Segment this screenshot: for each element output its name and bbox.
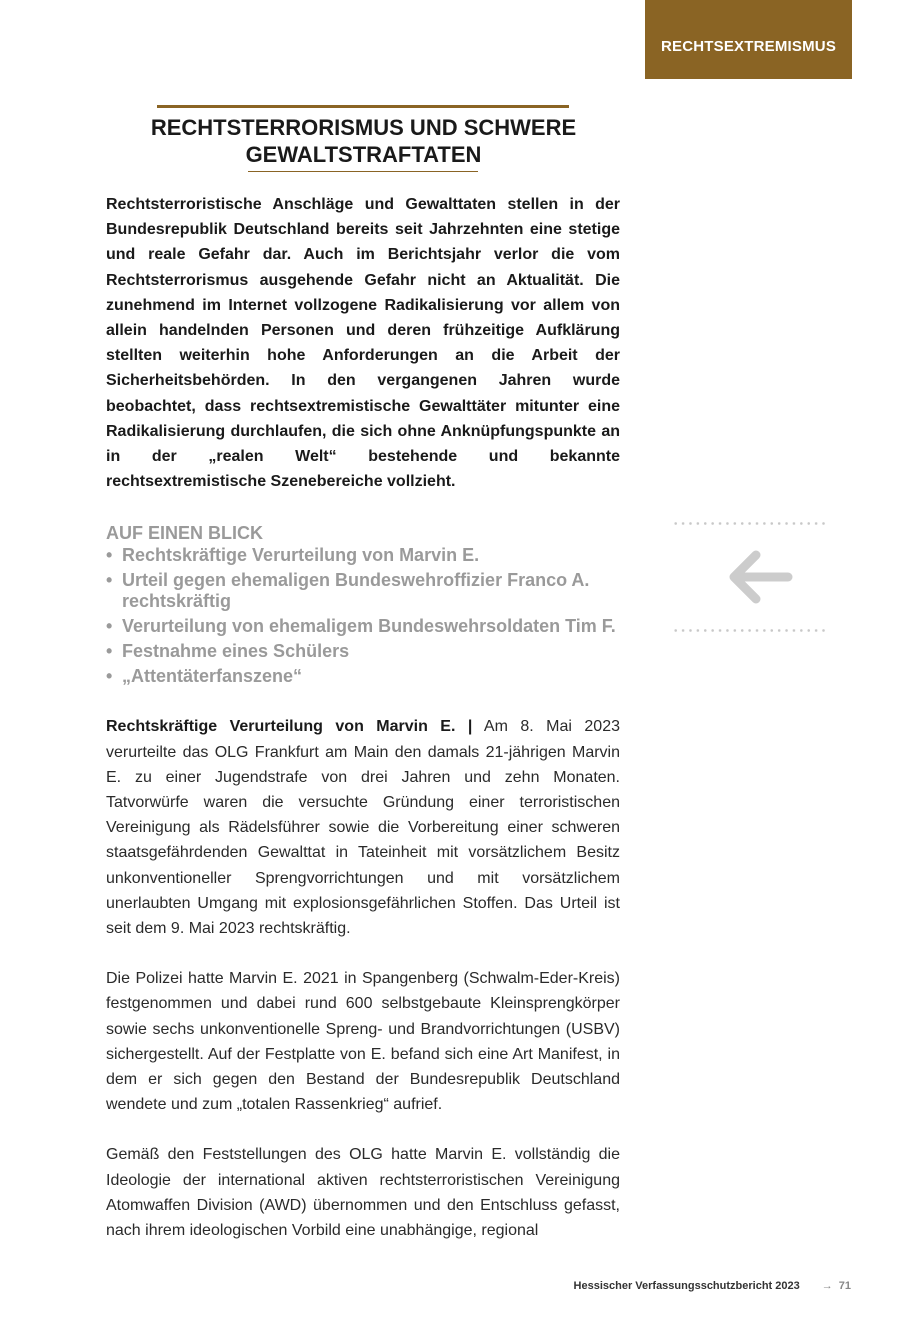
arrow-left-icon [726, 549, 796, 605]
at-a-glance-heading: AUF EINEN BLICK [106, 523, 263, 544]
list-item: • Rechtskräftige Verurteilung von Marvin E. [106, 545, 620, 566]
at-a-glance-box [106, 521, 620, 686]
paragraph-text: Am 8. Mai 2023 verurteilte das OLG Frankfurt am Main den damals 21-jährigen Marvin E. zu einer Jugendstrafe von drei Jahren und zehn Monaten. Tatvorwürfe waren die versuchte Gründung einer terroristischen Vereinigung als Rädelsführer sowie die Vorbereitung einer schweren staatsgefährdenden Gewalttat in Tateinheit mit vorsätzlichem Besitz unkonventioneller Sprengvorrichtungen und mit vorsätzlichem unerlaubten Umgang mit explosionsgefährlichen Stoffen. Das Urteil ist seit dem 9. Mai 2023 rechtskräftig. [106, 718, 620, 938]
article-content [106, 192, 620, 1243]
article-title [106, 114, 621, 168]
title-top-rule [157, 105, 569, 108]
section-tab-label: RECHTSEXTREMISMUS [660, 38, 837, 55]
section-tab [645, 0, 852, 79]
at-a-glance-list [106, 545, 620, 686]
article-title-line1: RECHTSTERRORISMUS UND SCHWERE [150, 115, 577, 140]
list-item: • Festnahme eines Schülers [106, 641, 620, 662]
list-item: • „Attentäterfanszene“ [106, 666, 620, 687]
dotted-divider-bottom [672, 629, 826, 632]
body-paragraph-3: Gemäß den Feststellungen des OLG hatte Marvin E. vollständig die Ideologie der international aktiven rechtsterroristischen Vereinigung Atomwaffen Division (AWD) übernommen und den Entschluss gefasst, nach ihrem ideologischen Vorbild eine unabhängige, regional [106, 1146, 620, 1240]
body-paragraph-1 [106, 714, 620, 941]
page-number: 71 [838, 1280, 851, 1292]
list-item: • Verurteilung von ehemaligem Bundeswehrsoldaten Tim F. [106, 616, 620, 637]
title-underline [248, 171, 478, 172]
list-item: • Urteil gegen ehemaligen Bundeswehroffizier Franco A. rechtskräftig [106, 570, 620, 611]
arrow-right-icon: → [821, 1280, 833, 1292]
body-paragraph-2: Die Polizei hatte Marvin E. 2021 in Spangenberg (Schwalm-Eder-Kreis) festgenommen und dabei rund 600 selbstgebaute Kleinsprengkörper sowie sechs unkonventionelle Spreng- und Brandvorrichtungen (USBV) sichergestellt. Auf der Festplatte von E. befand sich eine Art Manifest, in dem er sich gegen den Bestand der Bundesrepublik Deutschland wendete und zum „totalen Rassenkrieg“ aufrief. [106, 970, 620, 1114]
page-footer [574, 1280, 851, 1292]
publication-title: Hessischer Verfassungsschutzbericht 2023 [573, 1280, 800, 1292]
lead-paragraph: Rechtsterroristische Anschläge und Gewalttaten stellen in der Bundesrepublik Deutschland bereits seit Jahrzehnten eine stetige und reale Gefahr dar. Auch im Berichtsjahr verlor die vom Rechtsterrorismus ausgehende Gefahr nicht an Aktualität. Die zunehmend im Internet vollzogene Radikalisierung vor allem von allein handelnden Personen und deren frühzeitige Aufklärung stellten weiterhin hohe Anforderungen an die Arbeit der Sicherheitsbehörden. In den vergangenen Jahren wurde beobachtet, dass rechtsextremistische Gewalttäter mitunter eine Radikalisierung durchlaufen, die sich ohne Anknüpfungspunkte an in der „realen Welt“ bestehende und bekannte rechtsextremistische Szenebereiche vollzieht. [106, 196, 620, 491]
article-title-line2: GEWALTSTRAFTATEN [245, 142, 482, 167]
paragraph-lead-in: Rechtskräftige Verurteilung von Marvin E. | [106, 718, 473, 736]
dotted-divider-top [672, 522, 826, 525]
